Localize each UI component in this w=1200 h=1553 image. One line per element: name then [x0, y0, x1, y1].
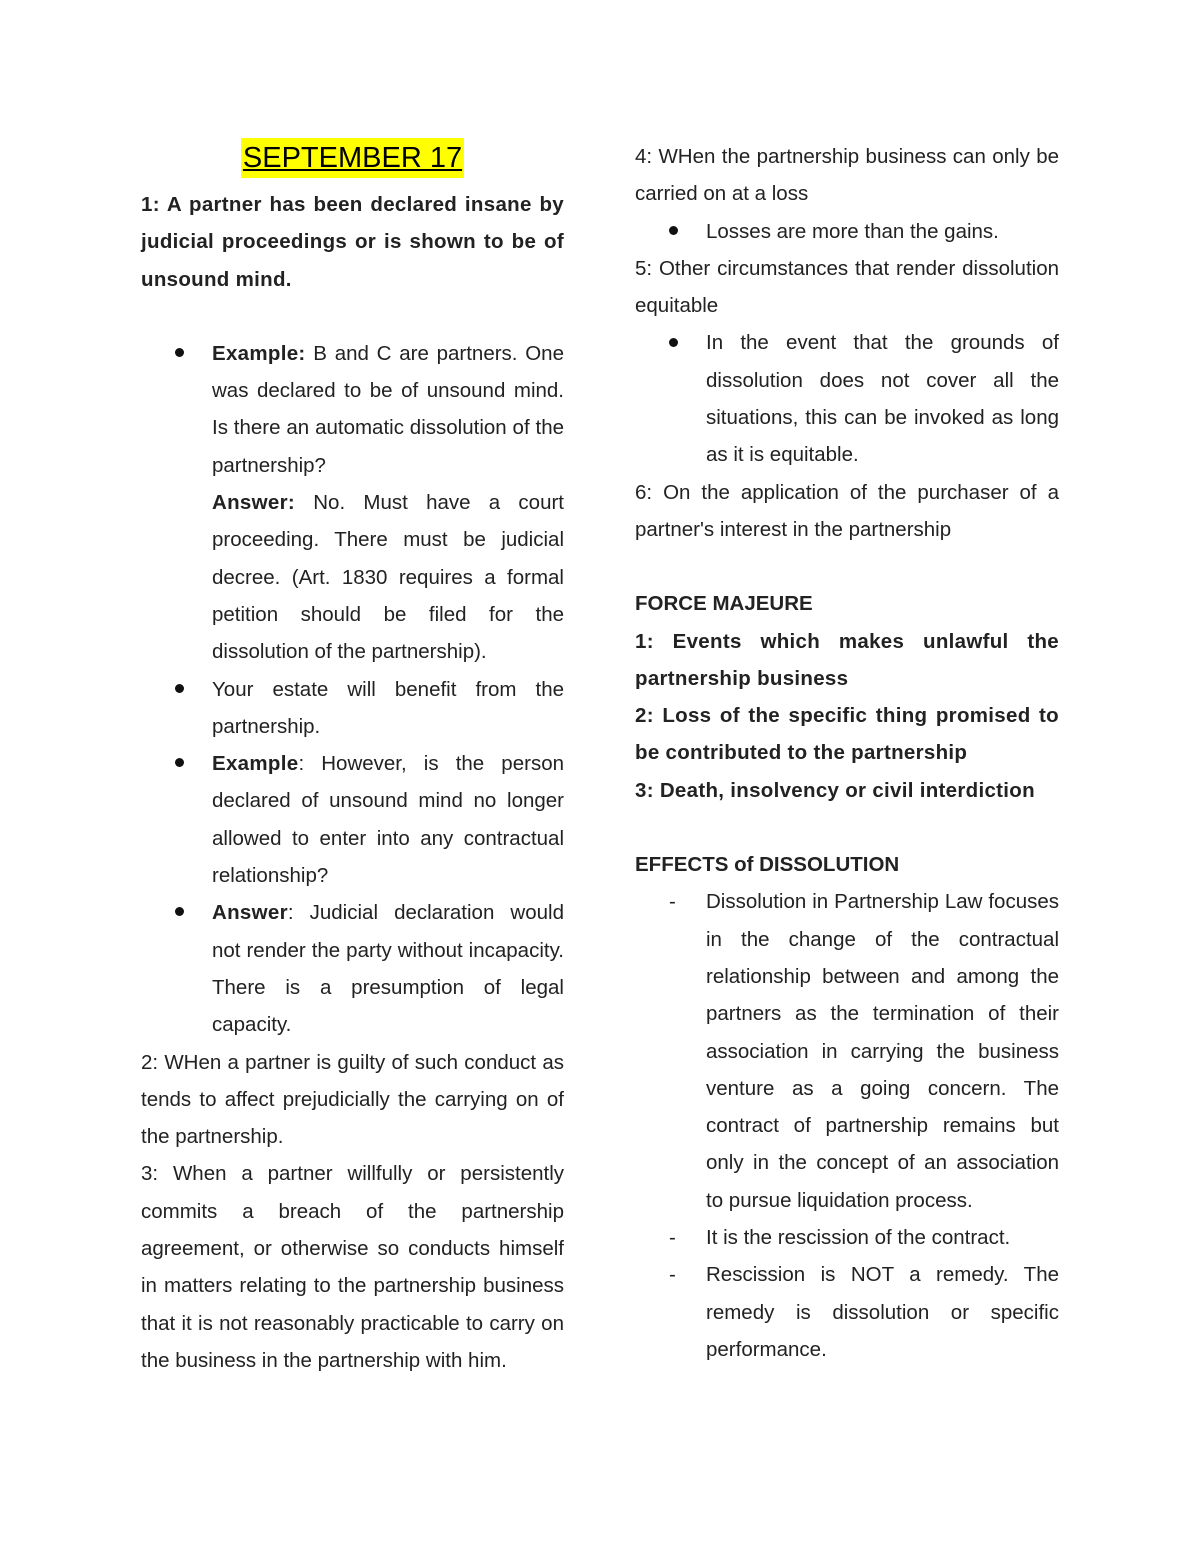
effects-text: Rescission is NOT a remedy. The remedy is dissolution or specific performance. [706, 1263, 1059, 1361]
effects-text: It is the rescission of the contract. [706, 1226, 1011, 1250]
bullet-icon [175, 745, 195, 782]
answer-text: : Judicial declaration would not render the party without incapacity. There is a presumption of legal capacity. [212, 901, 564, 1037]
force-majeure-heading: FORCE MAJEURE [635, 592, 813, 616]
item-4: 4: WHen the partnership business can only be carried on at a loss [635, 145, 1059, 206]
force-majeure-item: 3: Death, insolvency or civil interdiction [635, 778, 1035, 802]
list-item [141, 894, 564, 1043]
page-title: SEPTEMBER 17 [241, 138, 464, 178]
effects-heading: EFFECTS of DISSOLUTION [635, 853, 900, 877]
bullet-text: Your estate will benefit from the partnership. [212, 677, 564, 738]
list-item [635, 883, 1059, 1219]
item-4-bullets [635, 213, 1059, 250]
effects-list [635, 883, 1059, 1368]
bullet-text: Losses are more than the gains. [706, 219, 999, 243]
title-wrap [141, 138, 564, 178]
item-5: 5: Other circumstances that render dissolution equitable [635, 256, 1059, 318]
item-1-heading: 1: A partner has been declared insane by judicial proceedings or is shown to be of unsound mind. [141, 193, 564, 291]
answer-text: No. Must have a court proceeding. There must be judicial decree. (Art. 1830 requires a formal petition should be filed for the dissolution of the partnership). [212, 491, 564, 664]
list-item [635, 324, 1059, 473]
answer-label: Answer [212, 901, 288, 925]
example-label: Example [212, 752, 299, 776]
dash-marker: - [669, 1263, 676, 1287]
bullet-icon [175, 894, 195, 931]
example-text: : However, is the person declared of unsound mind no longer allowed to enter into any contractual relationship? [212, 752, 564, 888]
list-item [635, 1219, 1059, 1256]
list-item [141, 745, 564, 894]
example-text: B and C are partners. One was declared to be of unsound mind. Is there an automatic dissolution of the partnership? [212, 341, 564, 477]
answer-label: Answer: [212, 491, 295, 515]
left-column [141, 138, 564, 1379]
item-3: 3: When a partner willfully or persistently commits a breach of the partnership agreement, or otherwise so conducts himself in matters relating to the partnership business that it is not reasonably practicable to carry on the business in the partnership with him. [141, 1162, 564, 1372]
list-item [635, 1256, 1059, 1368]
effects-text: Dissolution in Partnership Law focuses in the change of the contractual relationship between and among the partners as the termination of their association in carrying the business venture as a going concern. The contract of partnership remains but only in the concept of an association to pursue liquidation process. [706, 890, 1059, 1212]
dash-marker: - [669, 1226, 676, 1250]
dash-marker: - [669, 890, 676, 914]
item-2: 2: WHen a partner is guilty of such conduct as tends to affect prejudicially the carrying on of the partnership. [141, 1050, 564, 1149]
bullet-icon [175, 671, 195, 708]
list-item [635, 213, 1059, 250]
item-6: 6: On the application of the purchaser of a partner's interest in the partnership [635, 480, 1059, 541]
force-majeure-item: 2: Loss of the specific thing promised to be contributed to the partnership [635, 704, 1059, 765]
item-5-bullets [635, 324, 1059, 473]
force-majeure-item: 1: Events which makes unlawful the partnership business [635, 629, 1059, 690]
bullet-text: In the event that the grounds of dissolution does not cover all the situations, this can be invoked as long as it is equitable. [706, 331, 1059, 467]
example-label: Example: [212, 341, 306, 365]
bullet-icon [175, 335, 195, 372]
bullet-icon [669, 213, 689, 250]
item-1-bullets [141, 335, 564, 1044]
list-item [141, 335, 564, 671]
bullet-icon [669, 324, 689, 361]
right-column [635, 138, 1059, 1368]
list-item [141, 671, 564, 746]
